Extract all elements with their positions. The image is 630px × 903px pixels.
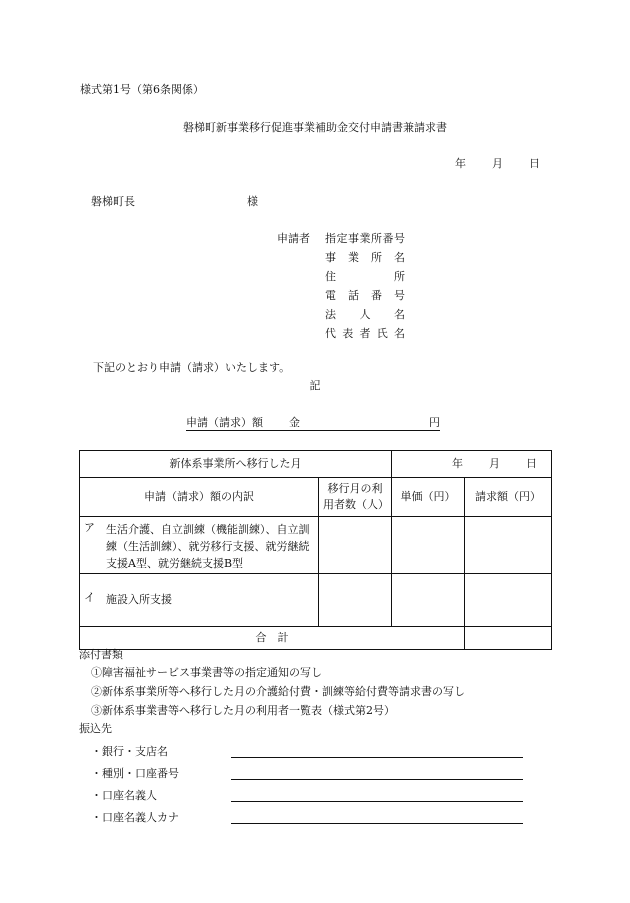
ki-heading: 記: [309, 379, 321, 392]
applicant-fields: [325, 232, 405, 346]
bank-account-input-line[interactable]: [231, 779, 523, 780]
applicant-field-corporation: 法人名: [325, 308, 405, 321]
attachment-item-2: ②新体系事業所等へ移行した月の介護給付費・訓練等給付費等請求書の写し: [91, 685, 465, 698]
bank-field-holder-kana: ・口座名義人カナ: [91, 811, 179, 824]
row-a-users[interactable]: [319, 517, 392, 574]
applicant-field-office-number: 指定事業所番号: [325, 232, 405, 245]
attachment-item-3: ③新体系事業書等へ移行した月の利用者一覧表（様式第2号）: [91, 704, 395, 717]
move-month-year: 年: [452, 457, 463, 471]
date-day: 日: [529, 157, 540, 170]
document-title: 磐梯町新事業移行促進事業補助金交付申請書兼請求書: [183, 121, 447, 134]
amount-kin: 金: [289, 416, 300, 429]
row-i-marker: イ: [84, 591, 95, 605]
move-month-month: 月: [489, 457, 500, 471]
date-year: 年: [455, 157, 466, 170]
move-month-date: [392, 451, 552, 478]
move-month-label: 新体系事業所へ移行した月: [80, 451, 392, 478]
addressee-honorific: 様: [247, 195, 258, 208]
header-breakdown: 申請（請求）額の内訳: [80, 478, 319, 517]
row-i-unit-price[interactable]: [392, 574, 465, 627]
header-unit-price: 単価（円）: [392, 478, 465, 517]
date-line: [455, 157, 540, 170]
amount-label: 申請（請求）額: [186, 416, 263, 429]
bank-branch-input-line[interactable]: [231, 757, 523, 758]
date-month: 月: [492, 157, 503, 170]
applicant-label: 申請者: [277, 232, 310, 245]
table-total-row: [80, 627, 552, 650]
applicant-field-office-name: 事業所名: [325, 251, 405, 264]
bank-title: 振込先: [79, 722, 112, 735]
attachments-title: 添付書類: [79, 648, 123, 661]
applicant-field-address: 住所: [325, 270, 405, 283]
row-i-text: 施設入所支援: [106, 593, 172, 607]
total-label: 合 計: [80, 627, 465, 650]
header-claim: 請求額（円）: [465, 478, 552, 517]
form-number: 様式第1号（第6条関係）: [80, 83, 204, 96]
amount-line: [186, 416, 440, 431]
applicant-field-representative: 代表者氏名: [325, 327, 405, 340]
bank-holder-input-line[interactable]: [231, 801, 523, 802]
addressee: [91, 195, 258, 208]
row-a-description: [80, 517, 319, 574]
table-header-row: [80, 478, 552, 517]
bank-holder-kana-input-line[interactable]: [231, 823, 523, 824]
amount-yen: 円: [429, 416, 440, 429]
total-claim[interactable]: [465, 627, 552, 650]
attachment-item-1: ①障害福祉サービス事業書等の指定通知の写し: [91, 666, 322, 679]
table-row: [80, 574, 552, 627]
table-row: [80, 517, 552, 574]
applicant-field-phone: 電話番号: [325, 289, 405, 302]
row-i-users[interactable]: [319, 574, 392, 627]
move-month-day: 日: [526, 457, 537, 471]
breakdown-table: [79, 450, 552, 650]
header-users: [319, 478, 392, 517]
table-row-move-month: [80, 451, 552, 478]
row-a-claim[interactable]: [465, 517, 552, 574]
bank-field-account-number: ・種別・口座番号: [91, 767, 179, 780]
row-a-unit-price[interactable]: [392, 517, 465, 574]
addressee-name: 磐梯町長: [91, 195, 135, 208]
row-i-claim[interactable]: [465, 574, 552, 627]
header-users-line2: 用者数（人）: [323, 498, 389, 511]
row-a-marker: ア: [84, 521, 95, 534]
bank-field-holder: ・口座名義人: [91, 789, 157, 802]
row-a-text: 生活介護、自立訓練（機能訓練）、自立訓練（生活訓練）、就労移行支援、就労継続支援A型、就労継続支援B型: [106, 523, 310, 571]
header-users-line1: 移行月の利: [327, 482, 383, 496]
row-i-description: [80, 574, 319, 627]
intro-text: 下記のとおり申請（請求）いたします。: [93, 361, 291, 374]
bank-field-branch: ・銀行・支店名: [91, 745, 168, 758]
